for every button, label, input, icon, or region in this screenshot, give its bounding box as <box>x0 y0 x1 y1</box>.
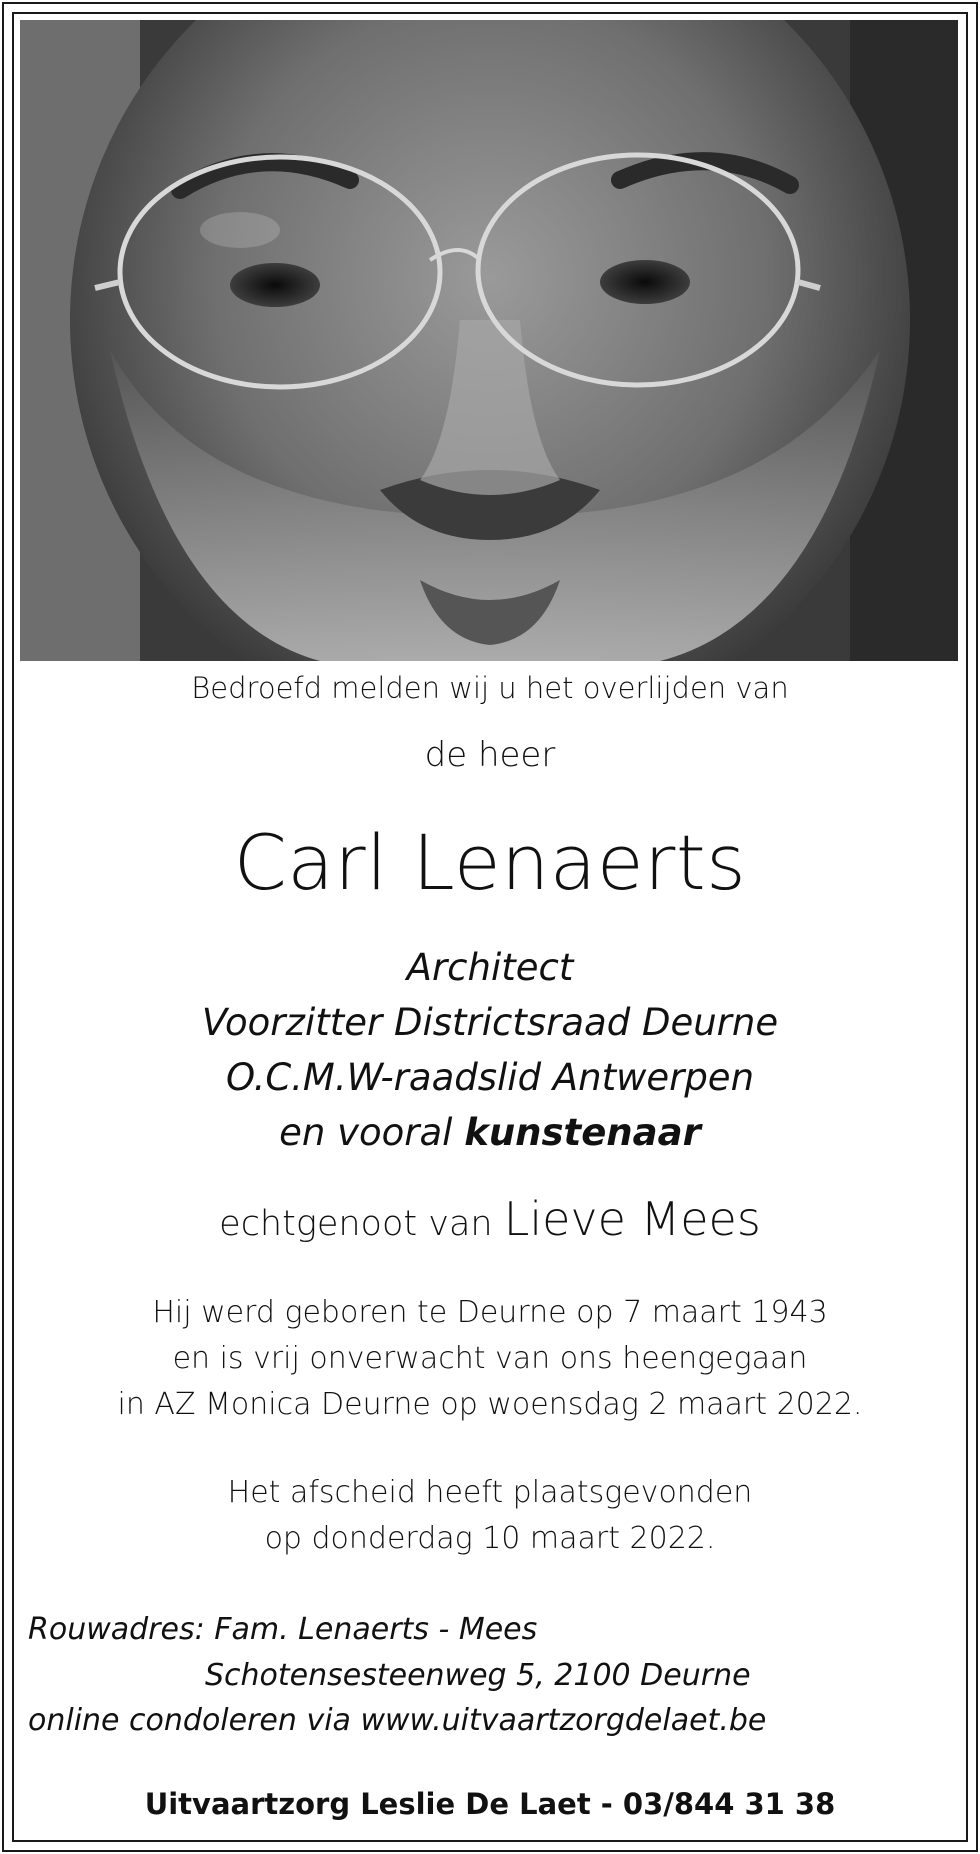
title-artist: en vooral kunstenaar <box>279 1111 701 1154</box>
funeral-home-footer: Uitvaartzorg Leslie De Laet - 03/844 31 38 <box>144 1787 836 1821</box>
spouse-name: Lieve Mees <box>503 1192 761 1246</box>
spouse-prefix: echtgenoot van <box>219 1204 504 1244</box>
birth-death-text: Hij werd geboren te Deurne op 7 maart 1943 en is vrij onverwacht van ons heengegaan in AZ Monica Deurne op woensdag 2 maart 2022. <box>117 1295 863 1422</box>
title-chairman: Voorzitter Districtsraad Deurne <box>201 1001 779 1044</box>
online-condolence-link[interactable]: online condoleren via www.uitvaartzorgdelaet.be <box>28 1703 767 1738</box>
titles-block <box>0 940 980 1160</box>
farewell-text: Het afscheid heeft plaatsgevonden op donderdag 10 maart 2022. <box>227 1475 753 1556</box>
spouse-line <box>0 1192 980 1246</box>
portrait-photo <box>20 20 958 661</box>
intro-text: Bedroefd melden wij u het overlijden van <box>191 671 789 705</box>
salutation: de heer <box>424 735 556 775</box>
title-architect: Architect <box>406 946 574 989</box>
mourning-address-street: Schotensesteenweg 5, 2100 Deurne <box>205 1658 751 1693</box>
title-council-member: O.C.M.W-raadslid Antwerpen <box>225 1056 755 1099</box>
mourning-address-label: Rouwadres: Fam. Lenaerts - Mees <box>28 1612 538 1647</box>
portrait-photo-icon <box>20 20 958 661</box>
deceased-name: Carl Lenaerts <box>233 818 747 907</box>
